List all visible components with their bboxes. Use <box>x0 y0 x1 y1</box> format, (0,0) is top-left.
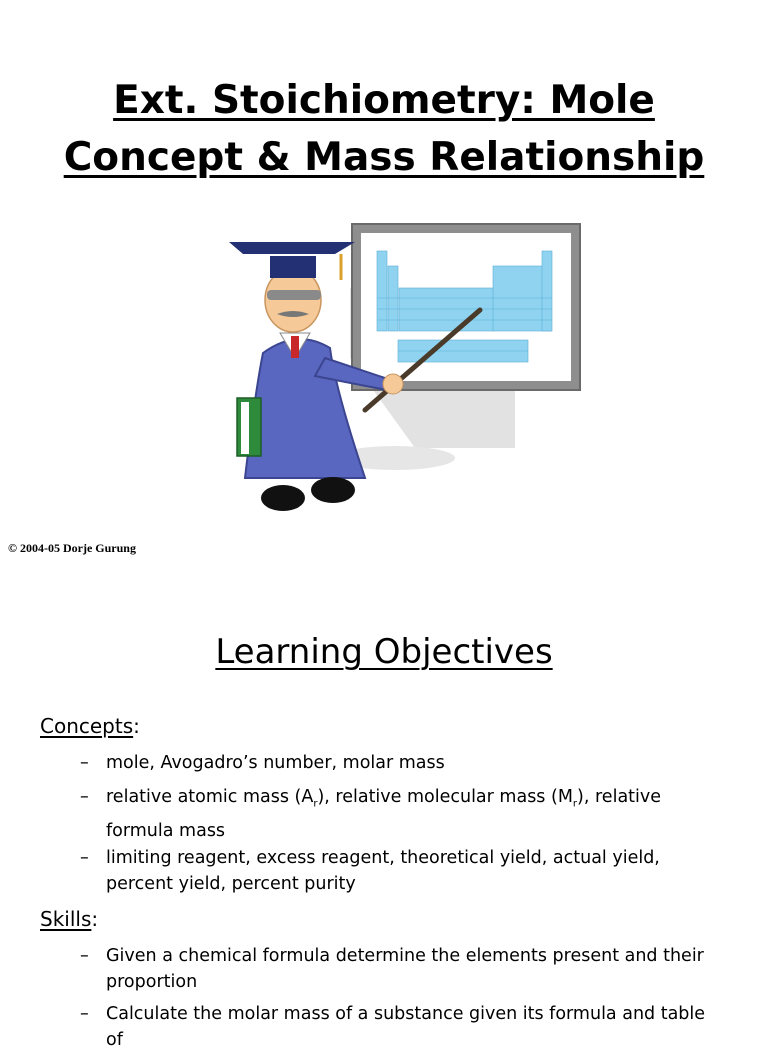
left-shoe <box>261 485 305 511</box>
mortarboard <box>229 242 355 254</box>
slide-title <box>0 72 768 186</box>
concept-item-3: limiting reagent, excess reagent, theoretical yield, actual yield, percent yield, percent purity <box>106 848 660 894</box>
dash-bullet: – <box>80 787 89 807</box>
concept-item-2-part3: ), relative formula mass <box>106 787 662 841</box>
dash-bullet: – <box>80 1004 89 1024</box>
robe <box>245 339 365 478</box>
dash-bullet: – <box>80 946 89 966</box>
skills-heading-colon: : <box>91 907 99 931</box>
right-shoe <box>311 477 355 503</box>
skills-heading <box>40 907 98 931</box>
cap-base <box>270 256 316 278</box>
skills-heading-text: Skills <box>40 907 92 931</box>
learning-objectives-slide <box>0 580 768 1050</box>
dash-bullet: – <box>80 753 89 773</box>
concept-item-2-part2: ), relative molecular mass (M <box>317 787 573 807</box>
glasses <box>267 290 321 300</box>
subscript-r: r <box>313 798 318 810</box>
professor-illustration <box>215 218 585 518</box>
copyright-notice: © 2004-05 Dorje Gurung <box>8 541 136 555</box>
skill-item-2: Calculate the molar mass of a substance given its formula and table of <box>106 1004 706 1050</box>
dash-bullet: – <box>80 848 89 868</box>
concept-item-1: mole, Avogadro’s number, molar mass <box>106 753 445 773</box>
title-line-2: Concept & Mass Relationship <box>63 135 705 180</box>
slide-title: Learning Objectives <box>215 632 553 672</box>
concept-item-2-part1: relative atomic mass (A <box>106 787 314 807</box>
concepts-heading-text: Concepts <box>40 714 134 738</box>
title-line-1: Ext. Stoichiometry: Mole <box>113 78 655 123</box>
skill-item-1: Given a chemical formula determine the elements present and their proportion <box>106 946 704 992</box>
concepts-heading-colon: : <box>133 714 140 738</box>
book-pages <box>241 402 249 454</box>
concept-item-2 <box>106 784 726 844</box>
tie <box>291 336 299 358</box>
concepts-heading <box>40 714 140 738</box>
subscript-r: r <box>572 798 578 810</box>
hand <box>383 374 403 394</box>
